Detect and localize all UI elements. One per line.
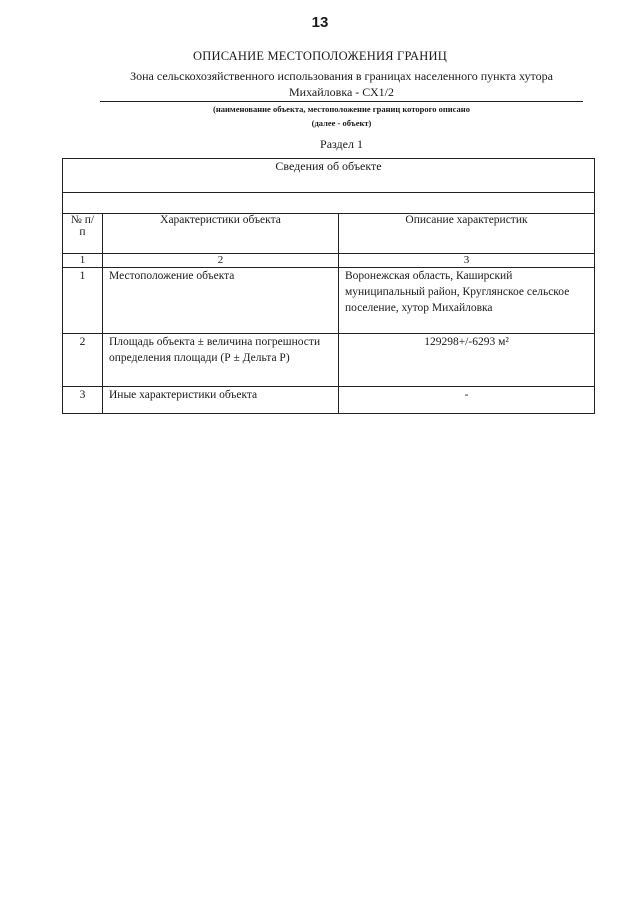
object-name-line-2: Михайловка - СХ1/2 [289, 85, 394, 99]
object-info-table [62, 158, 595, 414]
table-empty-cell [63, 193, 595, 214]
row-number: 2 [63, 334, 103, 387]
row-characteristic: Площадь объекта ± величина погрешности определения площади (Р ± Дельта Р) [103, 334, 339, 387]
column-number-1: 1 [63, 254, 103, 268]
table-row [63, 387, 595, 414]
column-header-number: № п/п [63, 214, 103, 254]
document-title: ОПИСАНИЕ МЕСТОПОЛОЖЕНИЯ ГРАНИЦ [193, 49, 447, 63]
row-characteristic: Местоположение объекта [103, 268, 339, 334]
section-label: Раздел 1 [320, 137, 363, 151]
object-name-underline [100, 101, 583, 102]
row-description: Воронежская область, Каширский муниципальный район, Круглянское сельское поселение, хутор Михайловка [339, 268, 595, 334]
object-name-line-1: Зона сельскохозяйственного использования в границах населенного пункта хутора [130, 69, 553, 83]
table-column-headers [63, 214, 595, 254]
page-number: 13 [311, 14, 329, 31]
table-column-numbers [63, 254, 595, 268]
row-number: 3 [63, 387, 103, 414]
column-header-characteristic: Характеристики объекта [103, 214, 339, 254]
row-description: - [339, 387, 595, 414]
row-number: 1 [63, 268, 103, 334]
row-characteristic: Иные характеристики объекта [103, 387, 339, 414]
object-name [100, 68, 583, 100]
row-description: 129298+/-6293 м² [339, 334, 595, 387]
table-header: Сведения об объекте [63, 159, 595, 193]
column-number-3: 3 [339, 254, 595, 268]
column-header-description: Описание характеристик [339, 214, 595, 254]
object-caption-line-2: (далее - объект) [311, 118, 372, 128]
table-row [63, 268, 595, 334]
column-number-2: 2 [103, 254, 339, 268]
table-row [63, 334, 595, 387]
table-empty-row [63, 193, 595, 214]
object-caption-line-1: (наименование объекта, местоположение границ которого описано [213, 104, 470, 114]
table-header-row [63, 159, 595, 193]
